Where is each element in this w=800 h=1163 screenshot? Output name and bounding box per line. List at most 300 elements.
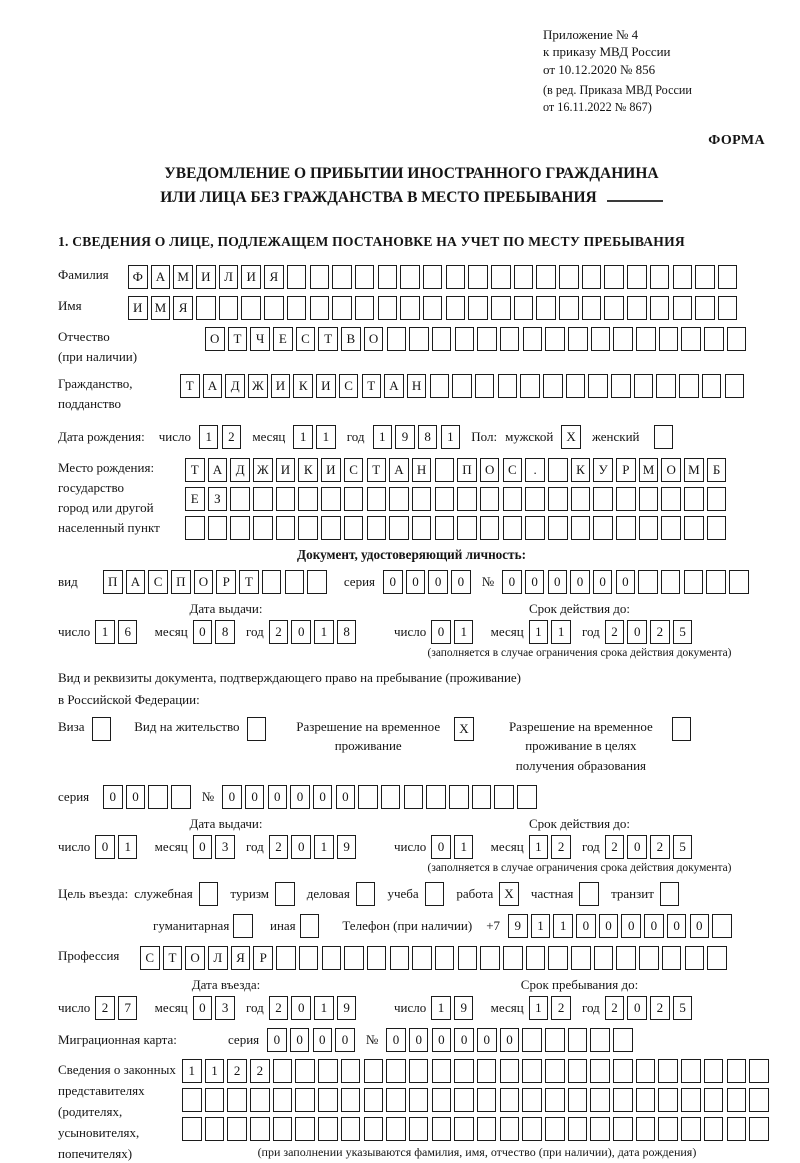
form-cell[interactable] [727,327,747,351]
form-cell[interactable]: С [339,374,359,398]
form-cell[interactable] [307,570,327,594]
form-cell[interactable]: 1 [441,425,461,449]
form-cell[interactable] [673,265,693,289]
form-cell[interactable] [273,1059,293,1083]
form-cell[interactable]: 2 [551,835,571,859]
form-cell[interactable] [196,296,216,320]
form-cell[interactable] [718,265,738,289]
form-cell[interactable]: 2 [269,835,289,859]
form-cell[interactable] [545,327,565,351]
form-cell[interactable]: З [208,487,228,511]
form-cell[interactable] [356,882,376,906]
form-cell[interactable]: Д [225,374,245,398]
form-cell[interactable]: И [196,265,216,289]
form-cell[interactable] [432,1117,452,1141]
form-cell[interactable] [695,265,715,289]
form-cell[interactable] [613,1059,633,1083]
form-cell[interactable]: А [203,374,223,398]
form-cell[interactable] [639,487,659,511]
form-cell[interactable]: А [208,458,228,482]
form-cell[interactable]: 8 [418,425,438,449]
form-cell[interactable] [457,516,477,540]
form-cell[interactable] [613,327,633,351]
form-cell[interactable] [684,570,704,594]
form-cell[interactable]: П [457,458,477,482]
form-cell[interactable]: 0 [313,1028,333,1052]
form-cell[interactable] [636,327,656,351]
form-cell[interactable] [593,487,613,511]
form-cell[interactable] [344,487,364,511]
form-cell[interactable] [672,717,692,741]
form-cell[interactable] [276,946,296,970]
form-cell[interactable] [591,327,611,351]
form-cell[interactable]: С [503,458,523,482]
form-cell[interactable] [367,516,387,540]
form-cell[interactable] [568,1088,588,1112]
form-cell[interactable] [749,1088,769,1112]
form-cell[interactable] [387,327,407,351]
form-cell[interactable]: 0 [454,1028,474,1052]
form-cell[interactable]: С [148,570,168,594]
form-cell[interactable] [227,1117,247,1141]
form-cell[interactable]: 3 [215,996,235,1020]
form-cell[interactable] [287,296,307,320]
form-cell[interactable]: 1 [293,425,313,449]
form-cell[interactable] [514,296,534,320]
form-cell[interactable] [568,1117,588,1141]
form-cell[interactable] [230,487,250,511]
form-cell[interactable] [659,327,679,351]
form-cell[interactable] [545,1059,565,1083]
form-cell[interactable] [673,296,693,320]
form-cell[interactable]: 0 [336,785,356,809]
form-cell[interactable]: Ж [253,458,273,482]
form-cell[interactable] [503,516,523,540]
form-cell[interactable]: 0 [570,570,590,594]
form-cell[interactable] [559,265,579,289]
form-cell[interactable] [435,487,455,511]
form-cell[interactable]: X [561,425,581,449]
form-cell[interactable] [182,1117,202,1141]
form-cell[interactable] [704,1117,724,1141]
form-cell[interactable] [452,374,472,398]
form-cell[interactable] [378,265,398,289]
form-cell[interactable] [627,265,647,289]
form-cell[interactable] [358,785,378,809]
form-cell[interactable]: 0 [500,1028,520,1052]
form-cell[interactable] [446,265,466,289]
form-cell[interactable] [706,570,726,594]
form-cell[interactable] [322,946,342,970]
form-cell[interactable]: В [341,327,361,351]
form-cell[interactable] [685,946,705,970]
form-cell[interactable] [636,1059,656,1083]
form-cell[interactable] [636,1088,656,1112]
form-cell[interactable]: 2 [650,620,670,644]
form-cell[interactable]: 2 [605,620,625,644]
form-cell[interactable] [656,374,676,398]
form-cell[interactable] [233,914,253,938]
form-cell[interactable]: О [364,327,384,351]
form-cell[interactable]: 8 [337,620,357,644]
form-cell[interactable] [661,570,681,594]
form-cell[interactable]: О [185,946,205,970]
form-cell[interactable] [423,265,443,289]
form-cell[interactable]: 0 [477,1028,497,1052]
form-cell[interactable]: X [499,882,519,906]
form-cell[interactable] [454,1088,474,1112]
form-cell[interactable]: 1 [199,425,219,449]
form-cell[interactable] [298,516,318,540]
form-cell[interactable] [477,1059,497,1083]
form-cell[interactable] [500,1059,520,1083]
form-cell[interactable]: 2 [551,996,571,1020]
form-cell[interactable]: 0 [667,914,687,938]
form-cell[interactable]: 1 [529,835,549,859]
form-cell[interactable] [522,1059,542,1083]
form-cell[interactable]: 1 [454,835,474,859]
form-cell[interactable]: 1 [314,835,334,859]
form-cell[interactable] [639,516,659,540]
form-cell[interactable] [241,296,261,320]
form-cell[interactable] [494,785,514,809]
form-cell[interactable]: 1 [529,996,549,1020]
form-cell[interactable] [389,487,409,511]
form-cell[interactable] [548,946,568,970]
form-cell[interactable] [285,570,305,594]
form-cell[interactable]: 0 [432,1028,452,1052]
form-cell[interactable]: 2 [269,620,289,644]
form-cell[interactable] [404,785,424,809]
form-cell[interactable] [295,1117,315,1141]
form-cell[interactable]: 0 [627,996,647,1020]
form-cell[interactable] [514,265,534,289]
form-cell[interactable]: М [151,296,171,320]
form-cell[interactable]: 0 [193,996,213,1020]
form-cell[interactable] [725,374,745,398]
form-cell[interactable] [412,516,432,540]
form-cell[interactable]: 0 [290,785,310,809]
form-cell[interactable] [423,296,443,320]
form-cell[interactable]: С [296,327,316,351]
form-cell[interactable]: 0 [644,914,664,938]
form-cell[interactable] [616,946,636,970]
form-cell[interactable]: Ч [250,327,270,351]
form-cell[interactable] [468,296,488,320]
form-cell[interactable] [185,516,205,540]
form-cell[interactable] [594,946,614,970]
form-cell[interactable] [475,374,495,398]
form-cell[interactable] [364,1117,384,1141]
form-cell[interactable]: 2 [95,996,115,1020]
form-cell[interactable]: Т [228,327,248,351]
form-cell[interactable] [275,882,295,906]
form-cell[interactable] [477,327,497,351]
form-cell[interactable]: Я [231,946,251,970]
form-cell[interactable] [684,516,704,540]
form-cell[interactable] [355,265,375,289]
form-cell[interactable] [695,296,715,320]
form-cell[interactable]: Я [173,296,193,320]
form-cell[interactable] [295,1059,315,1083]
form-cell[interactable]: Р [616,458,636,482]
form-cell[interactable] [604,296,624,320]
form-cell[interactable]: 6 [118,620,138,644]
form-cell[interactable]: 0 [428,570,448,594]
form-cell[interactable] [247,717,267,741]
form-cell[interactable] [704,1059,724,1083]
form-cell[interactable] [409,1059,429,1083]
form-cell[interactable] [341,1117,361,1141]
form-cell[interactable] [525,487,545,511]
form-cell[interactable]: А [389,458,409,482]
form-cell[interactable] [500,327,520,351]
form-cell[interactable] [616,516,636,540]
form-cell[interactable]: Д [230,458,250,482]
form-cell[interactable]: Т [318,327,338,351]
form-cell[interactable] [684,487,704,511]
form-cell[interactable]: Л [219,265,239,289]
form-cell[interactable] [650,265,670,289]
form-cell[interactable]: 0 [291,996,311,1020]
form-cell[interactable]: 7 [118,996,138,1020]
form-cell[interactable] [386,1059,406,1083]
form-cell[interactable] [616,487,636,511]
form-cell[interactable] [389,516,409,540]
form-cell[interactable] [253,516,273,540]
form-cell[interactable] [545,1117,565,1141]
form-cell[interactable]: 9 [508,914,528,938]
form-cell[interactable]: 0 [627,620,647,644]
form-cell[interactable] [435,946,455,970]
form-cell[interactable]: 0 [690,914,710,938]
form-cell[interactable] [548,487,568,511]
form-cell[interactable]: . [525,458,545,482]
form-cell[interactable]: 1 [551,620,571,644]
form-cell[interactable] [390,946,410,970]
form-cell[interactable] [727,1088,747,1112]
form-cell[interactable]: 0 [502,570,522,594]
form-cell[interactable] [344,946,364,970]
form-cell[interactable] [480,487,500,511]
form-cell[interactable] [545,1088,565,1112]
form-cell[interactable]: Ф [128,265,148,289]
form-cell[interactable]: Т [367,458,387,482]
form-cell[interactable] [386,1088,406,1112]
form-cell[interactable] [727,1117,747,1141]
form-cell[interactable] [571,946,591,970]
form-cell[interactable] [310,265,330,289]
form-cell[interactable]: Е [185,487,205,511]
form-cell[interactable]: 0 [268,785,288,809]
form-cell[interactable] [219,296,239,320]
form-cell[interactable] [264,296,284,320]
form-cell[interactable]: 0 [406,570,426,594]
form-cell[interactable] [299,946,319,970]
form-cell[interactable] [727,1059,747,1083]
form-cell[interactable]: 0 [245,785,265,809]
form-cell[interactable] [386,1117,406,1141]
form-cell[interactable] [702,374,722,398]
form-cell[interactable]: 0 [222,785,242,809]
form-cell[interactable] [409,1117,429,1141]
form-cell[interactable] [454,1059,474,1083]
form-cell[interactable]: Т [180,374,200,398]
form-cell[interactable]: И [128,296,148,320]
form-cell[interactable] [400,296,420,320]
form-cell[interactable] [638,570,658,594]
form-cell[interactable]: 1 [316,425,336,449]
form-cell[interactable] [409,1088,429,1112]
form-cell[interactable]: 0 [291,620,311,644]
form-cell[interactable]: 0 [267,1028,287,1052]
form-cell[interactable]: Н [412,458,432,482]
form-cell[interactable] [503,487,523,511]
form-cell[interactable]: 2 [650,996,670,1020]
form-cell[interactable]: 0 [576,914,596,938]
form-cell[interactable]: 0 [126,785,146,809]
form-cell[interactable] [654,425,674,449]
form-cell[interactable] [729,570,749,594]
form-cell[interactable] [381,785,401,809]
form-cell[interactable]: Р [216,570,236,594]
form-cell[interactable] [477,1117,497,1141]
form-cell[interactable] [432,1088,452,1112]
form-cell[interactable] [491,296,511,320]
form-cell[interactable]: 2 [605,996,625,1020]
form-cell[interactable]: П [103,570,123,594]
form-cell[interactable]: О [205,327,225,351]
form-cell[interactable]: И [276,458,296,482]
form-cell[interactable]: 9 [337,835,357,859]
form-cell[interactable]: 0 [386,1028,406,1052]
form-cell[interactable]: О [194,570,214,594]
form-cell[interactable]: Т [362,374,382,398]
form-cell[interactable] [582,265,602,289]
form-cell[interactable]: 0 [525,570,545,594]
form-cell[interactable] [662,946,682,970]
form-cell[interactable] [543,374,563,398]
form-cell[interactable]: К [293,374,313,398]
form-cell[interactable] [707,946,727,970]
form-cell[interactable]: И [241,265,261,289]
form-cell[interactable] [681,1088,701,1112]
form-cell[interactable] [634,374,654,398]
form-cell[interactable] [526,946,546,970]
form-cell[interactable]: 0 [599,914,619,938]
form-cell[interactable] [446,296,466,320]
form-cell[interactable] [300,914,320,938]
form-cell[interactable] [500,1117,520,1141]
form-cell[interactable] [430,374,450,398]
form-cell[interactable]: 1 [454,620,474,644]
form-cell[interactable]: 0 [95,835,115,859]
form-cell[interactable]: О [480,458,500,482]
form-cell[interactable] [148,785,168,809]
form-cell[interactable] [412,946,432,970]
form-cell[interactable]: 0 [431,620,451,644]
form-cell[interactable]: М [639,458,659,482]
form-cell[interactable] [500,1088,520,1112]
form-cell[interactable]: 8 [215,620,235,644]
form-cell[interactable] [364,1088,384,1112]
form-cell[interactable]: К [571,458,591,482]
form-cell[interactable]: 0 [193,835,213,859]
form-cell[interactable] [310,296,330,320]
form-cell[interactable]: Н [407,374,427,398]
form-cell[interactable] [455,327,475,351]
form-cell[interactable] [227,1088,247,1112]
form-cell[interactable]: 2 [250,1059,270,1083]
form-cell[interactable]: 0 [291,835,311,859]
form-cell[interactable] [468,265,488,289]
form-cell[interactable] [321,487,341,511]
form-cell[interactable] [522,1088,542,1112]
form-cell[interactable] [205,1117,225,1141]
form-cell[interactable]: 1 [95,620,115,644]
form-cell[interactable] [566,374,586,398]
form-cell[interactable]: Б [707,458,727,482]
form-cell[interactable]: 0 [313,785,333,809]
form-cell[interactable]: 5 [673,835,693,859]
form-cell[interactable] [681,1117,701,1141]
form-cell[interactable] [412,487,432,511]
form-cell[interactable] [559,296,579,320]
form-cell[interactable]: 0 [621,914,641,938]
form-cell[interactable] [658,1088,678,1112]
form-cell[interactable]: 3 [215,835,235,859]
form-cell[interactable] [498,374,518,398]
form-cell[interactable] [457,487,477,511]
form-cell[interactable] [613,1088,633,1112]
form-cell[interactable] [548,458,568,482]
form-cell[interactable] [262,570,282,594]
form-cell[interactable] [613,1028,633,1052]
form-cell[interactable]: Е [273,327,293,351]
form-cell[interactable]: 1 [531,914,551,938]
form-cell[interactable] [332,265,352,289]
form-cell[interactable] [480,516,500,540]
form-cell[interactable] [449,785,469,809]
form-cell[interactable]: И [316,374,336,398]
form-cell[interactable] [661,487,681,511]
form-cell[interactable] [341,1059,361,1083]
form-cell[interactable]: Я [264,265,284,289]
form-cell[interactable]: 0 [409,1028,429,1052]
form-cell[interactable] [571,487,591,511]
form-cell[interactable]: А [384,374,404,398]
form-cell[interactable] [503,946,523,970]
form-cell[interactable] [658,1117,678,1141]
form-cell[interactable]: 0 [335,1028,355,1052]
form-cell[interactable] [318,1117,338,1141]
form-cell[interactable]: Л [208,946,228,970]
form-cell[interactable]: 2 [227,1059,247,1083]
form-cell[interactable]: 0 [103,785,123,809]
form-cell[interactable] [571,516,591,540]
form-cell[interactable] [432,1059,452,1083]
form-cell[interactable]: 1 [205,1059,225,1083]
form-cell[interactable] [253,487,273,511]
form-cell[interactable]: 9 [395,425,415,449]
form-cell[interactable] [480,946,500,970]
form-cell[interactable] [704,1088,724,1112]
form-cell[interactable]: А [126,570,146,594]
form-cell[interactable]: И [271,374,291,398]
form-cell[interactable] [378,296,398,320]
form-cell[interactable] [681,1059,701,1083]
form-cell[interactable]: У [593,458,613,482]
